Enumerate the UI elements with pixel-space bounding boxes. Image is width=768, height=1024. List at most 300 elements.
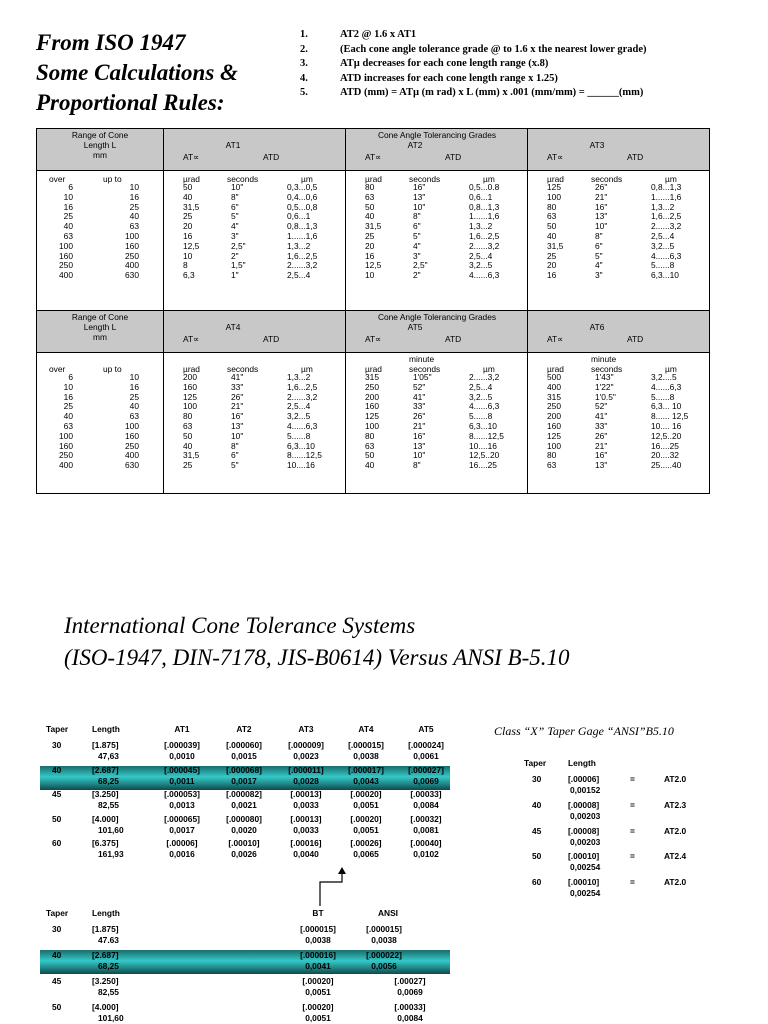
range-header-line: Length L: [83, 322, 117, 332]
cell-urad: 400: [547, 381, 561, 392]
cell-seconds: 33": [413, 401, 426, 412]
cell-over: 25: [63, 211, 73, 222]
cell-seconds: 1'22": [595, 381, 614, 392]
column-header: Taper: [46, 724, 69, 734]
cell-upto: 40: [129, 401, 139, 412]
cell-length-mm: 82,55: [98, 987, 119, 997]
unit-seconds: seconds: [227, 364, 259, 374]
grade-label: AT6: [589, 322, 605, 332]
cell-taper: 50: [52, 1002, 62, 1012]
cell-value-mm: 0,0020: [231, 824, 257, 835]
cell-urad: 25: [365, 231, 375, 241]
cell-urad: 315: [547, 391, 561, 402]
cell-upto: 630: [125, 270, 139, 281]
cell-length-mm: 68,25: [98, 961, 119, 971]
cell-value: [.00020]: [350, 789, 382, 799]
cell-urad: 8: [183, 260, 188, 271]
rule-item: [300, 43, 647, 58]
gage-taper: 40: [532, 799, 542, 810]
sub-label-at: AT∝: [547, 334, 564, 344]
cell-um: 2......3,2: [469, 372, 500, 382]
cell-ansi-mm: 0,0038: [371, 935, 397, 945]
cell-urad: 160: [183, 381, 197, 392]
unit-um: µm: [483, 364, 495, 374]
gage-length: [.00010]: [568, 877, 600, 888]
cell-urad: 25: [183, 460, 193, 471]
cell-um: 1,3...2: [469, 221, 493, 232]
cell-um: 12,5..20: [469, 450, 500, 461]
cell-um: 10....16: [469, 440, 497, 451]
sub-label-atd: ATD: [263, 334, 280, 344]
cell-bt-mm: 0,0051: [305, 987, 331, 997]
cell-urad: 80: [365, 182, 375, 192]
unit-seconds: seconds: [591, 364, 623, 374]
cell-bt-mm: 0,0041: [305, 961, 331, 971]
cell-um: 16....25: [651, 440, 679, 451]
cell-seconds: 33": [231, 381, 244, 392]
column-header: Length: [92, 908, 120, 918]
minute-label: minute: [409, 354, 435, 364]
cell-urad: 125: [547, 182, 561, 192]
cell-upto: 10: [129, 372, 139, 382]
cell-urad: 200: [365, 391, 379, 402]
cell-value: [.00033]: [410, 789, 442, 799]
cell-urad: 63: [365, 191, 375, 202]
cell-seconds: 1": [231, 270, 239, 281]
sub-label-atd: ATD: [627, 334, 644, 344]
cell-um: 6,3... 10: [651, 401, 682, 412]
cell-upto: 160: [125, 430, 139, 441]
cell-seconds: 13": [595, 460, 608, 471]
unit-um: µm: [301, 364, 313, 374]
rule-number: 5.: [300, 87, 308, 98]
cell-um: 1,6...2,5: [287, 250, 318, 261]
cell-taper: 40: [52, 950, 62, 960]
gage-at-grade: AT2.0: [664, 825, 687, 836]
cell-seconds: 26": [231, 391, 244, 402]
cell-taper: 45: [52, 976, 62, 986]
column-header: Length: [92, 724, 120, 734]
unit-um: µm: [301, 174, 313, 184]
cell-length-mm: 161,93: [98, 849, 124, 859]
cell-um: 1......1,6: [469, 211, 500, 222]
gage-length-mm: 0,00152: [570, 785, 601, 795]
cell-length: [2.687]: [92, 950, 119, 960]
cell-urad: 31,5: [183, 450, 200, 461]
cell-value: [.00010]: [228, 838, 260, 848]
gage-equals: =: [630, 774, 635, 784]
cell-value: [.00020]: [350, 813, 382, 824]
cell-urad: 40: [183, 191, 193, 202]
cell-value-mm: 0,0021: [231, 800, 257, 810]
cell-seconds: 8": [231, 440, 239, 451]
gage-length-mm: 0,00254: [570, 888, 601, 899]
gage-length-mm: 0,00203: [570, 810, 601, 821]
cell-seconds: 1'05": [413, 372, 432, 382]
cell-seconds: 26": [413, 411, 426, 422]
col-over-label: over: [49, 364, 66, 374]
gage-length-mm: 0,00203: [570, 836, 601, 847]
cell-value-mm: 0,0102: [413, 849, 439, 859]
cell-seconds: 10": [595, 221, 608, 232]
cell-urad: 125: [547, 430, 561, 441]
gage-length: [.00006]: [568, 774, 600, 784]
cell-um: 4......6,3: [469, 401, 500, 412]
cell-um: 0,5...0,8: [287, 201, 318, 212]
cell-value-mm: 0,0061: [413, 751, 439, 761]
cell-length: [1.875]: [92, 924, 119, 934]
cell-seconds: 21": [413, 421, 426, 431]
cell-length: [2.687]: [92, 764, 119, 775]
cell-bt: [.000015]: [300, 924, 336, 934]
cell-value-mm: 0,0033: [293, 800, 319, 810]
cell-urad: 500: [547, 372, 561, 382]
cell-value: [.000039]: [164, 740, 200, 750]
cell-upto: 630: [125, 460, 139, 471]
cell-taper: 45: [52, 789, 62, 799]
cell-um: 3,2...5: [469, 260, 493, 271]
unit-seconds: seconds: [227, 174, 259, 184]
cell-um: 10....16: [287, 460, 315, 471]
cell-value-mm: 0,0017: [169, 824, 195, 835]
cell-value: [.000082]: [226, 789, 262, 799]
cell-ansi: [.00027]: [394, 976, 426, 986]
cell-urad: 20: [365, 240, 375, 251]
gage-length: [.00008]: [568, 825, 600, 836]
cell-urad: 63: [547, 211, 557, 222]
gage-taper: 30: [532, 774, 542, 784]
cell-bt-mm: 0,0038: [305, 935, 331, 945]
cell-seconds: 1,5": [231, 260, 246, 271]
grade-label: AT3: [589, 140, 605, 150]
cell-seconds: 2": [413, 270, 421, 281]
cell-length-mm: 101,60: [98, 1013, 124, 1023]
cell-um: 3,2...5: [651, 240, 675, 251]
cell-value: [.000045]: [164, 764, 200, 775]
cell-seconds: 6": [413, 221, 421, 232]
cell-um: 5......8: [651, 260, 675, 271]
gage-at-grade: AT2.4: [664, 851, 687, 862]
unit-um: µm: [483, 174, 495, 184]
cell-seconds: 16": [231, 411, 244, 422]
cell-urad: 31,5: [365, 221, 382, 232]
cell-urad: 50: [183, 430, 193, 441]
cell-value-mm: 0,0016: [169, 849, 195, 859]
gage-length: [.00008]: [568, 799, 600, 810]
minute-label: minute: [591, 354, 617, 364]
iso-table-at4-at6: [36, 310, 710, 494]
cell-seconds: 5": [595, 250, 603, 261]
cell-urad: 6,3: [183, 270, 195, 281]
cell-value: [.000053]: [164, 789, 200, 799]
cell-seconds: 21": [231, 401, 244, 412]
cell-over: 16: [63, 201, 73, 212]
cell-upto: 100: [125, 231, 139, 241]
gage-length: [.00010]: [568, 851, 600, 862]
cell-um: 6,3...10: [651, 270, 679, 281]
table-body: [37, 171, 709, 311]
cell-seconds: 13": [413, 191, 426, 202]
sub-label-at: AT∝: [365, 334, 382, 344]
cell-urad: 50: [547, 221, 557, 232]
cell-seconds: 4": [413, 240, 421, 251]
cell-urad: 125: [365, 411, 379, 422]
sub-label-at: AT∝: [183, 334, 200, 344]
cell-length: [3.250]: [92, 976, 119, 986]
rule-number: 2.: [300, 43, 308, 55]
rule-item: [300, 57, 647, 72]
cell-over: 400: [59, 270, 73, 281]
cell-seconds: 8": [231, 191, 239, 202]
cell-urad: 100: [547, 440, 561, 451]
cell-urad: 160: [547, 421, 561, 431]
cell-over: 100: [59, 240, 73, 251]
sub-label-atd: ATD: [445, 152, 462, 162]
cell-urad: 100: [547, 191, 561, 202]
cell-um: 10.... 16: [651, 421, 682, 431]
gage-length-mm: 0,00254: [570, 862, 601, 873]
range-header-line: Range of Cone: [71, 130, 129, 140]
cell-seconds: 21": [595, 440, 608, 451]
cell-seconds: 3": [413, 250, 421, 261]
cell-urad: 200: [547, 411, 561, 422]
range-header-line: Length L: [83, 140, 117, 150]
column-divider: [163, 171, 164, 311]
rule-item: [300, 86, 647, 101]
cell-upto: 400: [125, 260, 139, 271]
unit-urad: µrad: [547, 364, 564, 374]
cell-seconds: 2,5": [231, 240, 246, 251]
cell-seconds: 2,5": [413, 260, 428, 271]
cell-urad: 16: [183, 231, 193, 241]
cell-um: 0,5...0.8: [469, 182, 500, 192]
cell-um: 0,8...1,3: [469, 201, 500, 212]
rule-text: AT2 @ 1.6 x AT1: [340, 29, 417, 40]
cell-ansi-mm: 0,0056: [371, 961, 397, 971]
cell-value-mm: 0,0084: [413, 800, 439, 810]
cell-urad: 16: [365, 250, 375, 261]
cell-urad: 125: [183, 391, 197, 402]
cell-upto: 10: [129, 182, 139, 192]
column-divider: [163, 353, 164, 493]
unit-seconds: seconds: [591, 174, 623, 184]
column-divider: [345, 171, 346, 311]
rule-item: [300, 72, 647, 87]
cell-seconds: 8": [413, 460, 421, 471]
grade-label: AT4: [225, 322, 241, 332]
cell-urad: 10: [365, 270, 375, 281]
cell-value-mm: 0,0028: [293, 775, 319, 786]
cell-urad: 20: [183, 221, 193, 232]
gage-equals: =: [630, 799, 635, 810]
cell-ansi-mm: 0,0069: [397, 987, 423, 997]
cell-seconds: 41": [595, 411, 608, 422]
cell-seconds: 21": [595, 191, 608, 202]
title-line: Proportional Rules:: [36, 90, 225, 115]
cell-value: [.000024]: [408, 740, 444, 750]
cell-urad: 80: [365, 430, 375, 441]
iso-table-at1-at3: [36, 128, 710, 312]
cell-over: 16: [63, 391, 73, 402]
cell-length-mm: 47.63: [98, 935, 119, 945]
cell-length: [1.875]: [92, 740, 119, 750]
cell-urad: 12,5: [183, 240, 200, 251]
cell-seconds: 5": [231, 460, 239, 471]
rule-number: 4.: [300, 72, 308, 84]
unit-urad: µrad: [183, 364, 200, 374]
unit-um: µm: [665, 174, 677, 184]
cell-urad: 25: [183, 211, 193, 222]
cell-um: 0,6...1: [287, 211, 311, 222]
title-line: Some Calculations &: [36, 60, 238, 85]
col-upto-label: up to: [103, 364, 122, 374]
cell-over: 6: [68, 372, 73, 382]
cell-seconds: 6": [595, 240, 603, 251]
cell-um: 2,5...4: [287, 401, 311, 412]
cell-over: 63: [63, 231, 73, 241]
cell-um: 0,6...1: [469, 191, 493, 202]
cell-seconds: 4": [595, 260, 603, 271]
cell-seconds: 41": [413, 391, 426, 402]
cell-um: 1,6...2,5: [469, 231, 500, 241]
cell-ansi: [.000022]: [366, 950, 402, 960]
cell-urad: 10: [183, 250, 193, 261]
unit-urad: µrad: [547, 174, 564, 184]
cell-length: [4.000]: [92, 813, 119, 824]
cell-over: 10: [63, 191, 73, 202]
section-title: [64, 610, 570, 674]
cell-urad: 40: [183, 440, 193, 451]
cell-urad: 80: [547, 450, 557, 461]
col-over-label: over: [49, 174, 66, 184]
cell-upto: 16: [129, 381, 139, 392]
cell-over: 6: [68, 182, 73, 192]
cell-taper: 60: [52, 838, 62, 848]
unit-seconds: seconds: [409, 364, 441, 374]
cell-seconds: 10": [413, 450, 426, 461]
cell-seconds: 8": [413, 211, 421, 222]
cell-value: [.00016]: [290, 838, 322, 848]
cell-value-mm: 0,0011: [169, 775, 195, 786]
cell-urad: 50: [365, 450, 375, 461]
cell-value-mm: 0,0015: [231, 751, 257, 761]
cell-seconds: 1'0.5": [595, 391, 616, 402]
cell-um: 4......6,3: [651, 250, 682, 261]
grades-header: Cone Angle Tolerancing Grades: [377, 130, 497, 140]
column-header: ANSI: [377, 908, 398, 918]
cell-seconds: 6": [231, 201, 239, 212]
cell-um: 4......6,3: [651, 381, 682, 392]
cell-over: 400: [59, 460, 73, 471]
cell-um: 5......8: [469, 411, 493, 422]
rule-text: ATµ decreases for each cone length range (x.8): [340, 58, 549, 69]
col-upto-label: up to: [103, 174, 122, 184]
cell-bt: [.00020]: [302, 976, 334, 986]
cell-urad: 80: [547, 201, 557, 212]
cell-taper: 30: [52, 740, 62, 750]
cell-value-mm: 0,0010: [169, 751, 195, 761]
connector-arrow-icon: [312, 866, 352, 906]
title-line: From ISO 1947: [36, 30, 186, 55]
cell-urad: 63: [365, 440, 375, 451]
cell-seconds: 13": [231, 421, 244, 431]
gage-equals: =: [630, 877, 635, 888]
cell-value-mm: 0,0023: [293, 751, 319, 761]
table-header: [37, 311, 709, 353]
cell-value: [.000009]: [288, 740, 324, 750]
column-divider: [527, 171, 528, 311]
cell-value: [.000060]: [226, 740, 262, 750]
cell-um: 2,5...4: [469, 250, 493, 261]
cell-um: 8......12,5: [469, 430, 504, 441]
cell-um: 3,2...5: [287, 411, 311, 422]
cell-value-mm: 0,0065: [353, 849, 379, 859]
cell-um: 8...... 12,5: [651, 411, 689, 422]
table-header: [37, 129, 709, 171]
cell-length: [3.250]: [92, 789, 119, 799]
cell-upto: 25: [129, 391, 139, 402]
cell-um: 25.....40: [651, 460, 682, 471]
cell-seconds: 5": [231, 211, 239, 222]
cell-um: 3,2...5: [469, 391, 493, 402]
column-header: AT1: [174, 724, 190, 734]
cell-value-mm: 0,0013: [169, 800, 195, 810]
cell-seconds: 16": [595, 450, 608, 461]
section-title-line: International Cone Tolerance Systems: [64, 613, 416, 638]
cell-seconds: 16": [413, 430, 426, 441]
gage-at-grade: AT2.0: [664, 774, 687, 784]
cell-urad: 16: [547, 270, 557, 281]
cell-upto: 100: [125, 421, 139, 431]
cell-um: 2,5...4: [287, 270, 311, 281]
cell-taper: 40: [52, 764, 62, 775]
cell-um: 8......12,5: [287, 450, 322, 461]
cell-seconds: 6": [231, 450, 239, 461]
sub-label-atd: ATD: [627, 152, 644, 162]
cell-urad: 63: [547, 460, 557, 471]
unit-urad: µrad: [365, 364, 382, 374]
cell-um: 6,3...10: [287, 440, 315, 451]
cell-um: 1......1,6: [287, 231, 318, 241]
cell-um: 1,3...2: [651, 201, 675, 212]
cell-value-mm: 0,0026: [231, 849, 257, 859]
column-divider: [345, 353, 346, 493]
cell-upto: 250: [125, 250, 139, 261]
column-header: AT2: [236, 724, 252, 734]
cell-urad: 250: [365, 381, 379, 392]
cell-um: 12,5..20: [651, 430, 682, 441]
range-header-line: mm: [93, 150, 107, 160]
rule-text: (Each cone angle tolerance grade @ to 1.6 x the nearest lower grade): [340, 43, 647, 55]
cell-upto: 250: [125, 440, 139, 451]
cell-urad: 80: [183, 411, 193, 422]
cell-seconds: 4": [231, 221, 239, 232]
cell-urad: 50: [365, 201, 375, 212]
cell-upto: 400: [125, 450, 139, 461]
cell-upto: 16: [129, 191, 139, 202]
cell-seconds: 8": [595, 231, 603, 241]
cell-seconds: 1'43": [595, 372, 614, 382]
cell-upto: 63: [129, 411, 139, 422]
rule-text: ATD (mm) = ATµ (m rad) x L (mm) x .001 (mm/mm) = ______(mm): [340, 87, 644, 98]
cell-um: 16....25: [469, 460, 497, 471]
gage-taper: 60: [532, 877, 542, 888]
cell-um: 5......8: [651, 391, 675, 402]
page-title: [36, 28, 238, 118]
cell-length-mm: 101,60: [98, 824, 124, 835]
column-header: AT5: [418, 724, 434, 734]
unit-seconds: seconds: [409, 174, 441, 184]
